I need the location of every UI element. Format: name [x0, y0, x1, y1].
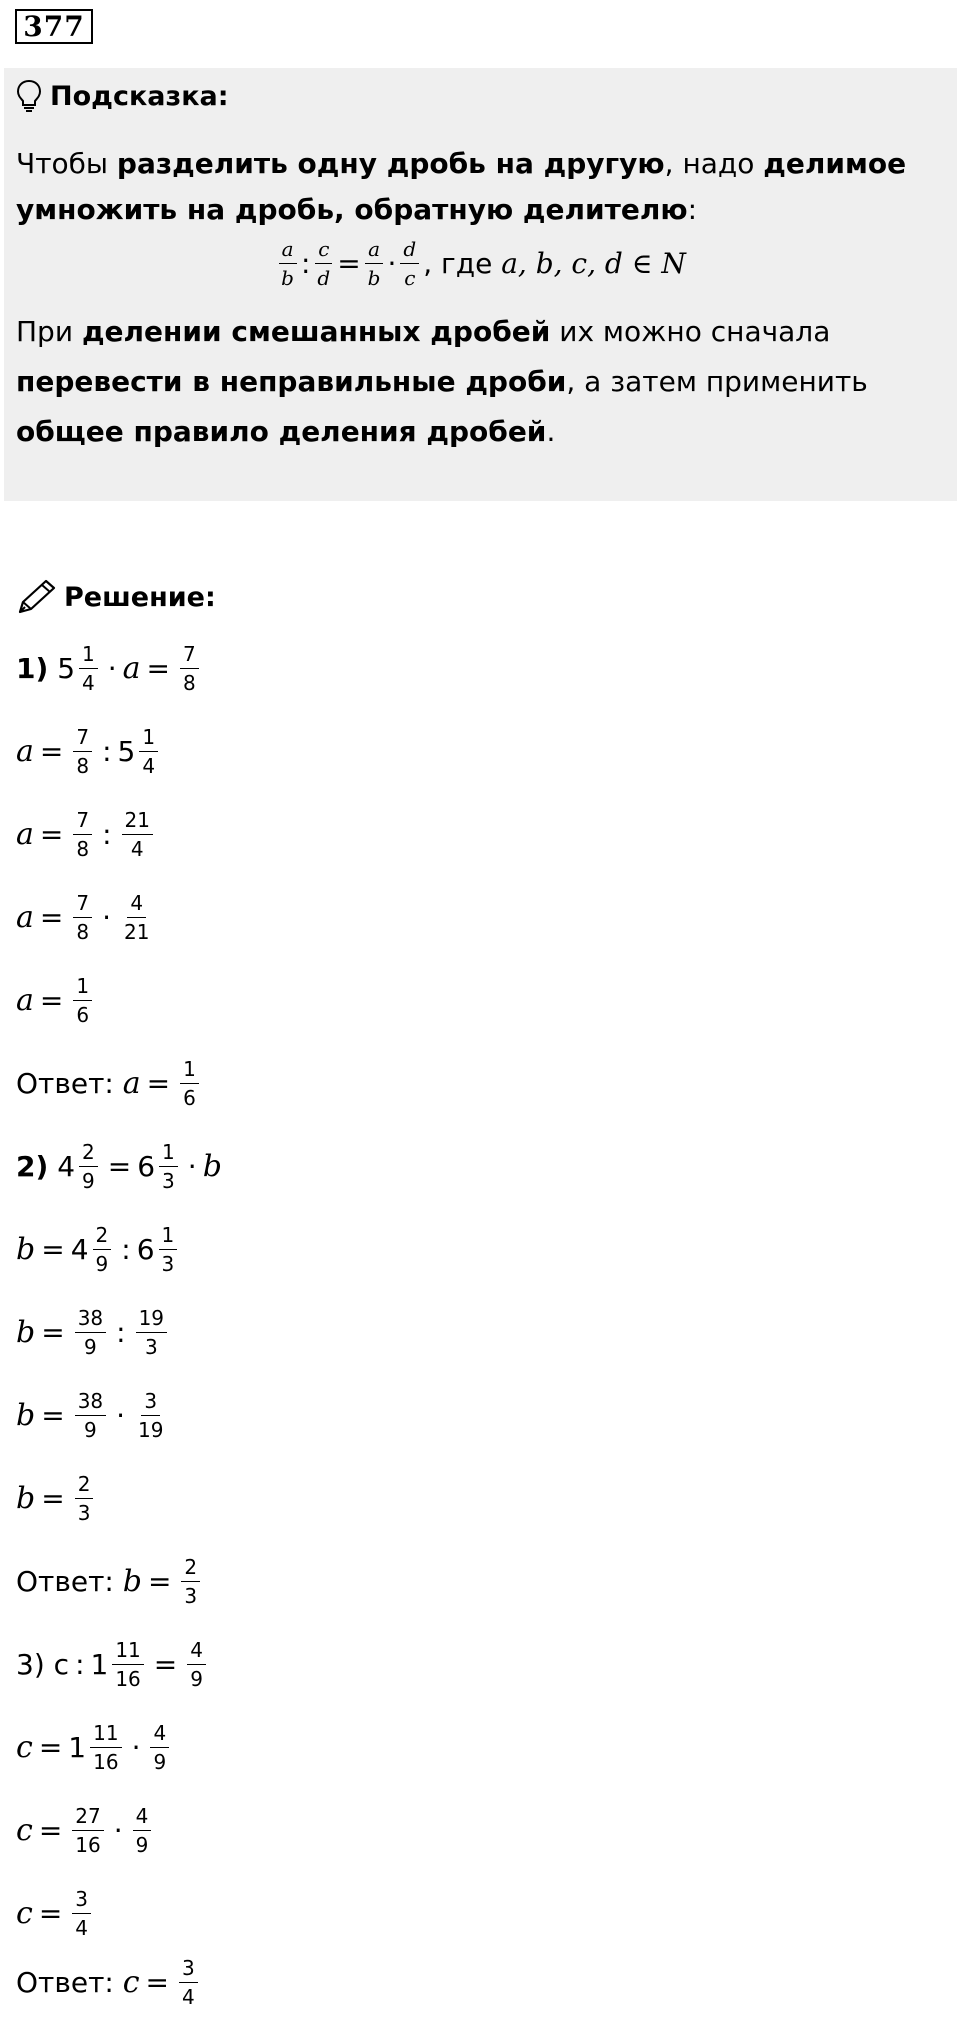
denominator: 9 [82, 1168, 95, 1193]
problem-number: 377 [15, 9, 93, 44]
numerator: 3 [179, 1957, 198, 1983]
fraction [90, 1722, 121, 1773]
fraction [72, 1888, 91, 1939]
operator: : [300, 247, 311, 280]
numerator: 7 [73, 726, 92, 752]
fraction [365, 238, 384, 289]
operator: : [121, 1232, 131, 1266]
operator: · [116, 1398, 126, 1432]
numerator: 7 [180, 643, 199, 669]
solution-line [16, 1795, 155, 1865]
fraction [400, 238, 419, 289]
numerator: 11 [90, 1722, 121, 1748]
denominator: 9 [84, 1417, 97, 1442]
solution-line [16, 1463, 97, 1533]
numerator: 11 [112, 1639, 143, 1665]
solution-line [16, 965, 96, 1035]
hint-bold-text: делимое [763, 147, 907, 180]
denominator: 19 [138, 1417, 164, 1442]
fraction [278, 238, 297, 289]
variable: b [16, 1314, 36, 1350]
hint-text: , а затем применить [566, 365, 868, 398]
fraction [180, 643, 199, 694]
variable: a [16, 982, 34, 1018]
answer-label: Ответ: [16, 1066, 114, 1100]
numerator: 3 [72, 1888, 91, 1914]
fraction [121, 892, 152, 943]
numerator: 7 [73, 892, 92, 918]
division-rule-formula [0, 238, 960, 289]
numerator: c [315, 238, 332, 264]
formula-variables: a, b, c, d ∈ N [501, 247, 686, 280]
numerator: 3 [141, 1390, 160, 1416]
solution-line [16, 633, 203, 703]
operator: · [102, 900, 111, 934]
solution-line [16, 1878, 95, 1948]
hint-text: их можно сначала [550, 315, 831, 348]
operator: = [38, 1730, 63, 1764]
hint-text: , надо [664, 147, 764, 180]
operator: · [131, 1730, 141, 1764]
variable: a [16, 816, 34, 852]
operator: = [41, 1398, 65, 1432]
denominator: 3 [162, 1168, 175, 1193]
solution-line [16, 1214, 181, 1284]
solution-header [16, 578, 216, 616]
solution-title: Решение: [64, 581, 216, 613]
numerator: 2 [93, 1224, 112, 1250]
hint-line-1 [16, 146, 906, 182]
operator: : [116, 1315, 126, 1349]
operator: · [107, 651, 117, 685]
operator: = [147, 1564, 172, 1598]
fraction [73, 975, 92, 1026]
operator: = [107, 1149, 132, 1183]
fraction [181, 1556, 200, 1607]
operator: = [39, 983, 64, 1017]
denominator: 8 [76, 836, 90, 861]
fraction [180, 1058, 199, 1109]
denominator: 4 [142, 753, 156, 778]
solution-line [16, 716, 162, 786]
fraction [93, 1224, 112, 1275]
numerator: 27 [72, 1805, 103, 1831]
fraction [75, 1390, 106, 1441]
denominator: 9 [153, 1749, 167, 1774]
hint-text: При [16, 315, 82, 348]
solution-line [16, 882, 156, 952]
hint-bold-text: перевести в неправильные дроби [16, 365, 567, 398]
operator: : [102, 734, 112, 768]
fraction [72, 1805, 103, 1856]
variable: a [16, 899, 34, 935]
hint-bold-text: разделить одну дробь на другую [116, 147, 665, 180]
denominator: d [317, 266, 331, 290]
fraction [122, 809, 153, 860]
denominator: 16 [115, 1666, 141, 1691]
operator: · [387, 247, 397, 280]
fraction [75, 1473, 94, 1524]
hint-header [16, 78, 229, 114]
denominator: 8 [76, 919, 90, 944]
whole-number: 5 [57, 651, 76, 685]
hint-text: Чтобы [16, 147, 117, 180]
numerator: 2 [181, 1556, 200, 1582]
fraction [73, 892, 92, 943]
denominator: 3 [161, 1251, 175, 1276]
whole-number: 1 [68, 1730, 87, 1764]
whole-number: 4 [57, 1149, 76, 1183]
numerator: 4 [133, 1805, 152, 1831]
numerator: d [400, 238, 419, 264]
numerator: 2 [75, 1473, 94, 1499]
solution-line [16, 1380, 171, 1450]
variable: c [53, 1647, 70, 1681]
variable: a [122, 1065, 141, 1101]
lightbulb-icon [16, 79, 42, 113]
operator: = [41, 1481, 65, 1515]
operator: = [146, 1066, 171, 1100]
operator: = [41, 1232, 65, 1266]
numerator: a [365, 238, 383, 264]
denominator: 4 [182, 1984, 195, 2009]
fraction [135, 1390, 166, 1441]
solution-line [16, 799, 157, 869]
denominator: c [404, 266, 416, 290]
operator: : [75, 1647, 85, 1681]
numerator: 4 [150, 1722, 169, 1748]
part-label: 3) [16, 1647, 45, 1681]
numerator: a [279, 238, 297, 264]
operator: = [153, 1647, 178, 1681]
denominator: 9 [190, 1666, 203, 1691]
operator: : [102, 817, 112, 851]
denominator: 4 [82, 670, 95, 695]
fraction [75, 1307, 106, 1358]
variable: b [202, 1148, 222, 1184]
numerator: 2 [79, 1141, 98, 1167]
operator: · [187, 1149, 197, 1183]
fraction [159, 1224, 178, 1275]
denominator: 6 [76, 1002, 90, 1027]
denominator: 16 [75, 1832, 101, 1857]
operator: = [38, 1896, 63, 1930]
operator: = [337, 247, 361, 280]
hint-bold-text: общее правило деления дробей [16, 415, 547, 448]
denominator: 9 [84, 1334, 97, 1359]
fraction [79, 643, 98, 694]
denominator: 6 [183, 1085, 196, 1110]
numerator: 38 [75, 1307, 106, 1333]
fraction [179, 1957, 198, 2008]
numerator: 21 [122, 809, 153, 835]
denominator: 9 [95, 1251, 109, 1276]
hint-bold-text: умножить на дробь, обратную делителю [16, 193, 688, 226]
fraction [73, 726, 92, 777]
operator: = [41, 1315, 65, 1349]
denominator: 21 [124, 919, 150, 944]
hint-text: : [687, 193, 698, 226]
fraction [187, 1639, 206, 1690]
solution-line [16, 1629, 210, 1699]
fraction [112, 1639, 143, 1690]
variable: c [16, 1812, 33, 1848]
fraction [314, 238, 333, 289]
denominator: 3 [184, 1583, 198, 1608]
denominator: 8 [76, 753, 90, 778]
variable: a [122, 650, 141, 686]
answer-line [16, 1947, 202, 2017]
answer-line [16, 1546, 204, 1616]
variable: c [122, 1964, 140, 2000]
variable: c [16, 1729, 33, 1765]
operator: · [113, 1813, 123, 1847]
denominator: 3 [144, 1334, 158, 1359]
fraction [150, 1722, 169, 1773]
denominator: b [281, 266, 294, 290]
answer-label: Ответ: [16, 1564, 114, 1598]
denominator: 9 [135, 1832, 149, 1857]
numerator: 1 [159, 1224, 178, 1250]
numerator: 1 [159, 1141, 178, 1167]
variable: b [16, 1397, 36, 1433]
numerator: 1 [73, 975, 92, 1001]
numerator: 1 [139, 726, 158, 752]
operator: = [145, 1965, 170, 1999]
hint-line-5 [16, 414, 555, 450]
whole-number: 4 [70, 1232, 89, 1266]
whole-number: 6 [136, 1232, 155, 1266]
numerator: 4 [127, 892, 146, 918]
pencil-icon [16, 578, 58, 616]
operator: = [39, 734, 64, 768]
operator: = [39, 900, 64, 934]
numerator: 4 [187, 1639, 206, 1665]
denominator: 4 [130, 836, 144, 861]
denominator: 3 [77, 1500, 91, 1525]
denominator: 8 [183, 670, 196, 695]
fraction [136, 1307, 167, 1358]
variable: a [16, 733, 34, 769]
numerator: 1 [180, 1058, 199, 1084]
hint-text: . [546, 415, 556, 448]
solution-line [16, 1131, 222, 1201]
fraction [79, 1141, 98, 1192]
denominator: b [367, 266, 381, 290]
numerator: 1 [79, 643, 98, 669]
hint-title: Подсказка: [50, 80, 229, 112]
variable: b [16, 1231, 36, 1267]
part-label: 2) [16, 1149, 49, 1183]
variable: b [16, 1480, 36, 1516]
whole-number: 5 [117, 734, 136, 768]
denominator: 4 [75, 1915, 89, 1940]
operator: = [39, 817, 64, 851]
whole-number: 6 [137, 1149, 156, 1183]
variable: c [16, 1895, 33, 1931]
whole-number: 1 [90, 1647, 109, 1681]
fraction [139, 726, 158, 777]
solution-line [16, 1712, 173, 1782]
operator: = [38, 1813, 63, 1847]
answer-line [16, 1048, 203, 1118]
numerator: 19 [136, 1307, 167, 1333]
solution-line [16, 1297, 171, 1367]
operator: = [146, 651, 171, 685]
answer-label: Ответ: [16, 1965, 114, 1999]
hint-line-3 [16, 314, 830, 350]
fraction [133, 1805, 152, 1856]
hint-bold-text: делении смешанных дробей [81, 315, 551, 348]
fraction [159, 1141, 178, 1192]
numerator: 7 [73, 809, 92, 835]
formula-text: , где [423, 247, 502, 280]
hint-line-4 [16, 364, 868, 400]
numerator: 38 [75, 1390, 106, 1416]
fraction [73, 809, 92, 860]
variable: b [122, 1563, 142, 1599]
denominator: 16 [93, 1749, 119, 1774]
part-label: 1) [16, 651, 49, 685]
hint-line-2 [16, 192, 697, 228]
